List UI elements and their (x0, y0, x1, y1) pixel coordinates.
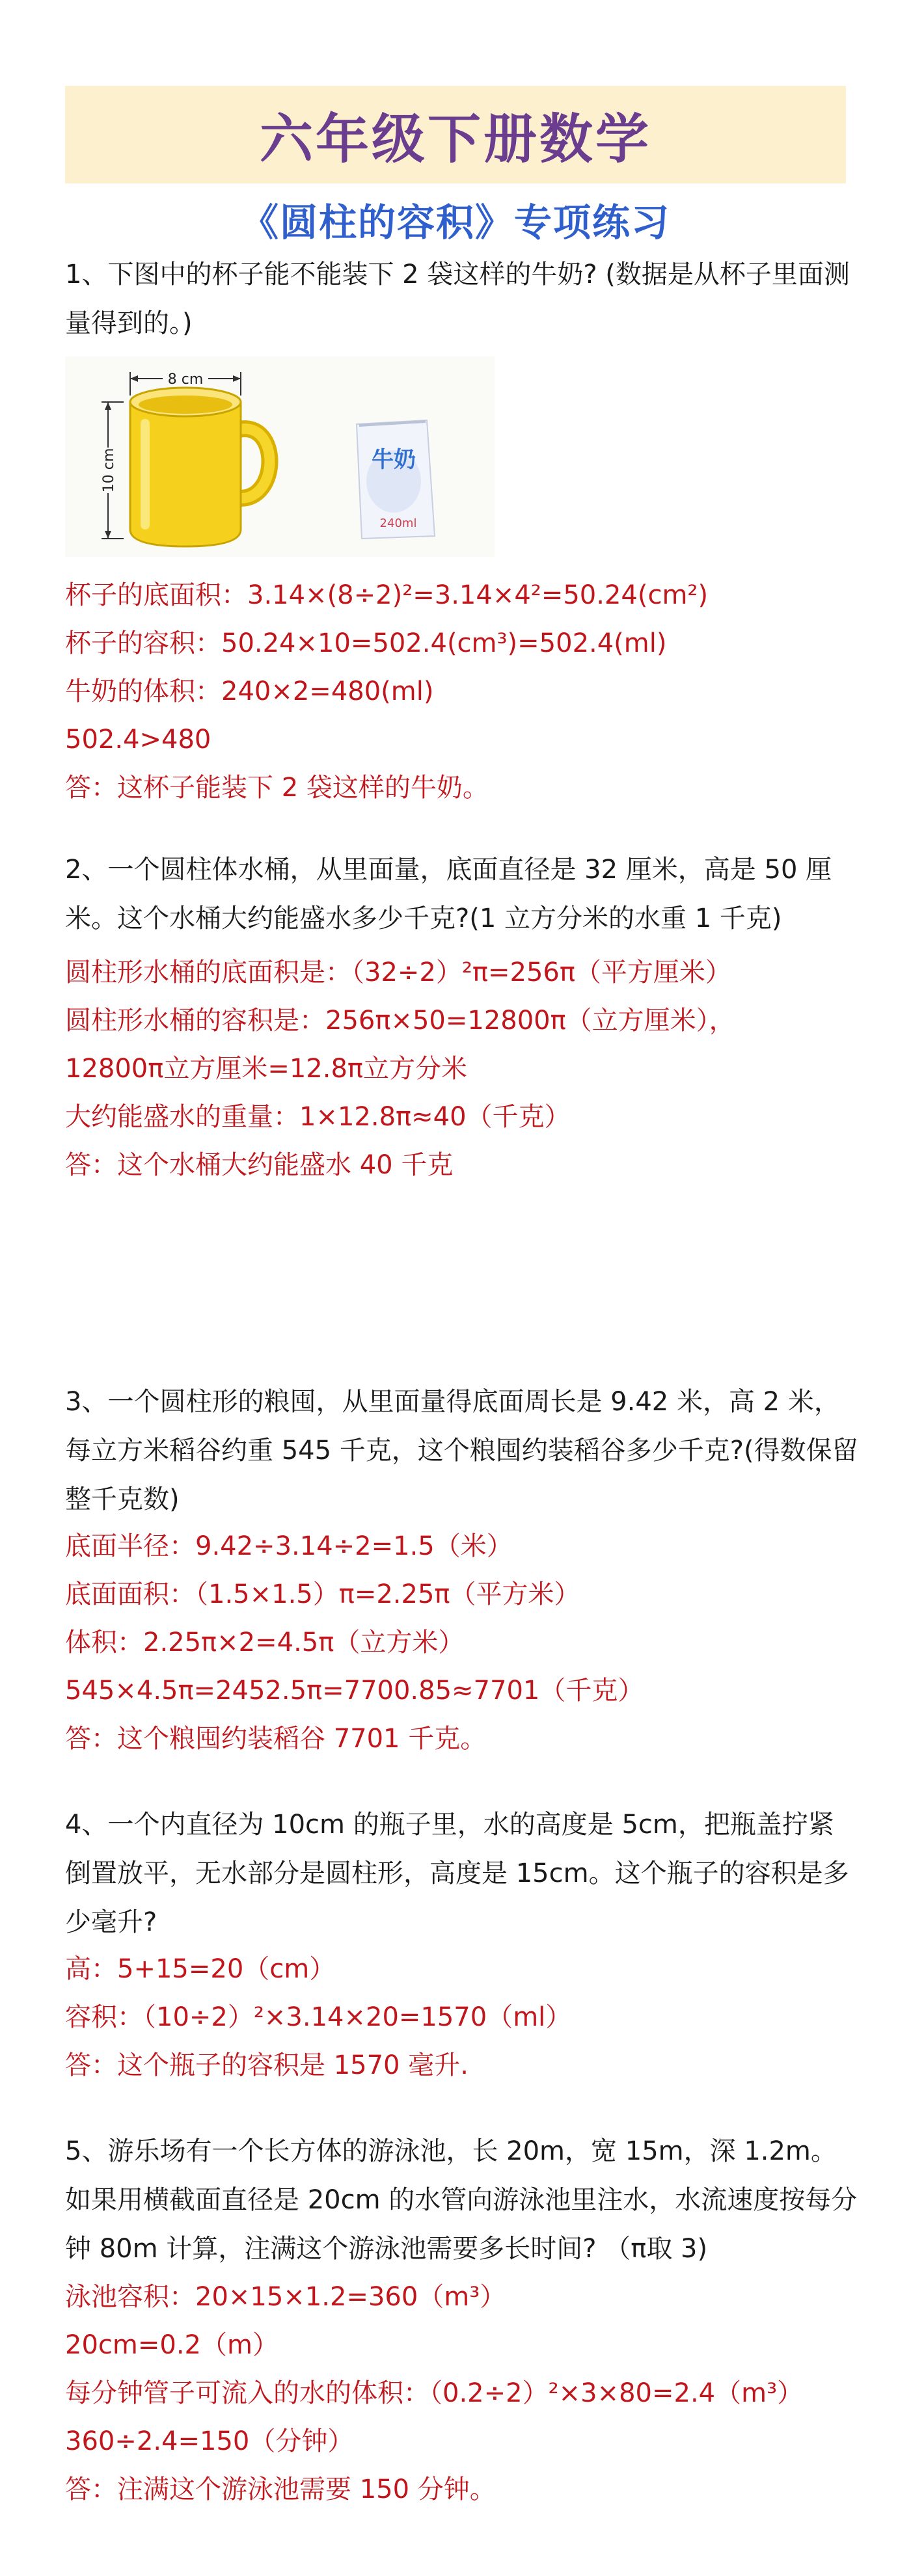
cup-width-label: 8 cm (167, 371, 204, 388)
answer-line: 答：这个水桶大约能盛水 40 千克 (65, 1150, 454, 1180)
page-title: 六年级下册数学 (259, 108, 651, 170)
answer-line: 泳池容积：20×15×1.2=360（m³） (65, 2282, 506, 2312)
answer-line: 360÷2.4=150（分钟） (65, 2426, 354, 2456)
milk-volume-label: 240ml (379, 517, 417, 530)
cup-height-label: 10 cm (101, 448, 117, 493)
answer-line: 体积：2.25π×2=4.5π（立方米） (65, 1628, 465, 1657)
problem-5-answer (65, 2273, 872, 2514)
answer-line: 答：注满这个游泳池需要 150 分钟。 (65, 2475, 496, 2504)
answer-line: 大约能盛水的重量：1×12.8π≈40（千克） (65, 1102, 571, 1132)
answer-line: 底面面积：（1.5×1.5）π=2.25π（平方米） (65, 1579, 580, 1609)
answer-line: 502.4>480 (65, 725, 211, 755)
problem-1-answer (65, 571, 872, 812)
milk-bag-icon (357, 420, 435, 539)
answer-line: 牛奶的体积：240×2=480(ml) (65, 677, 434, 706)
problem-5-question: 5、游乐场有一个长方体的游泳池，长 20m，宽 15m，深 1.2m。如果用横截面直径是 20cm 的水管向游泳池里注水，水流速度按每分钟 80m 计算，注满这个游泳池需要多长时间? （π取 3) (65, 2136, 858, 2264)
problem-4-answer (65, 1945, 872, 2089)
answer-line: 答：这杯子能装下 2 袋这样的牛奶。 (65, 773, 489, 803)
page-subtitle: 《圆柱的容积》专项练习 (240, 200, 670, 245)
answer-line: 杯子的容积：50.24×10=502.4(cm³)=502.4(ml) (65, 628, 667, 658)
problem-1-question: 1、下图中的杯子能不能装下 2 袋这样的牛奶? (数据是从杯子里面测量得到的。) (65, 260, 850, 338)
problem-4-question: 4、一个内直径为 10cm 的瓶子里，水的高度是 5cm，把瓶盖拧紧倒置放平，无水部分是圆柱形，高度是 15cm。这个瓶子的容积是多少毫升? (65, 1810, 849, 1937)
answer-line: 20cm=0.2（m） (65, 2330, 279, 2360)
answer-line: 12800π立方厘米=12.8π立方分米 (65, 1054, 467, 1084)
milk-bag-label: 牛奶 (372, 447, 416, 473)
cup-and-milk-figure (65, 356, 495, 557)
answer-line: 杯子的底面积：3.14×(8÷2)²=3.14×4²=50.24(cm²) (65, 580, 709, 610)
title-banner (65, 86, 846, 183)
cup-and-milk-illustration (65, 356, 495, 557)
problem-3-answer (65, 1522, 872, 1763)
answer-line: 545×4.5π=2452.5π=7700.85≈7701（千克） (65, 1676, 644, 1706)
cup-height-dimension (100, 402, 124, 539)
answer-line: 容积：（10÷2）²×3.14×20=1570（ml） (65, 2002, 572, 2032)
answer-line: 答：这个粮囤约装稻谷 7701 千克。 (65, 1724, 487, 1754)
answer-line: 圆柱形水桶的底面积是：（32÷2）²π=256π（平方厘米） (65, 958, 731, 987)
problem-2-question: 2、一个圆柱体水桶，从里面量，底面直径是 32 厘米，高是 50 厘米。这个水桶大约能盛水多少千克?(1 立方分米的水重 1 千克) (65, 855, 832, 933)
answer-line: 每分钟管子可流入的水的体积：（0.2÷2）²×3×80=2.4（m³） (65, 2378, 804, 2408)
answer-line: 圆柱形水桶的容积是：256π×50=12800π（立方厘米）， (65, 1006, 735, 1036)
answer-line: 高：5+15=20（cm） (65, 1954, 336, 1984)
answer-line: 底面半径：9.42÷3.14÷2=1.5（米） (65, 1531, 513, 1561)
cup-icon (130, 388, 270, 546)
answer-line: 答：这个瓶子的容积是 1570 毫升. (65, 2050, 469, 2080)
problem-3-question: 3、一个圆柱形的粮囤，从里面量得底面周长是 9.42 米，高 2 米，每立方米稻谷约重 545 千克，这个粮囤约装稻谷多少千克?(得数保留整千克数) (65, 1387, 858, 1514)
problem-2-answer (65, 948, 872, 1189)
